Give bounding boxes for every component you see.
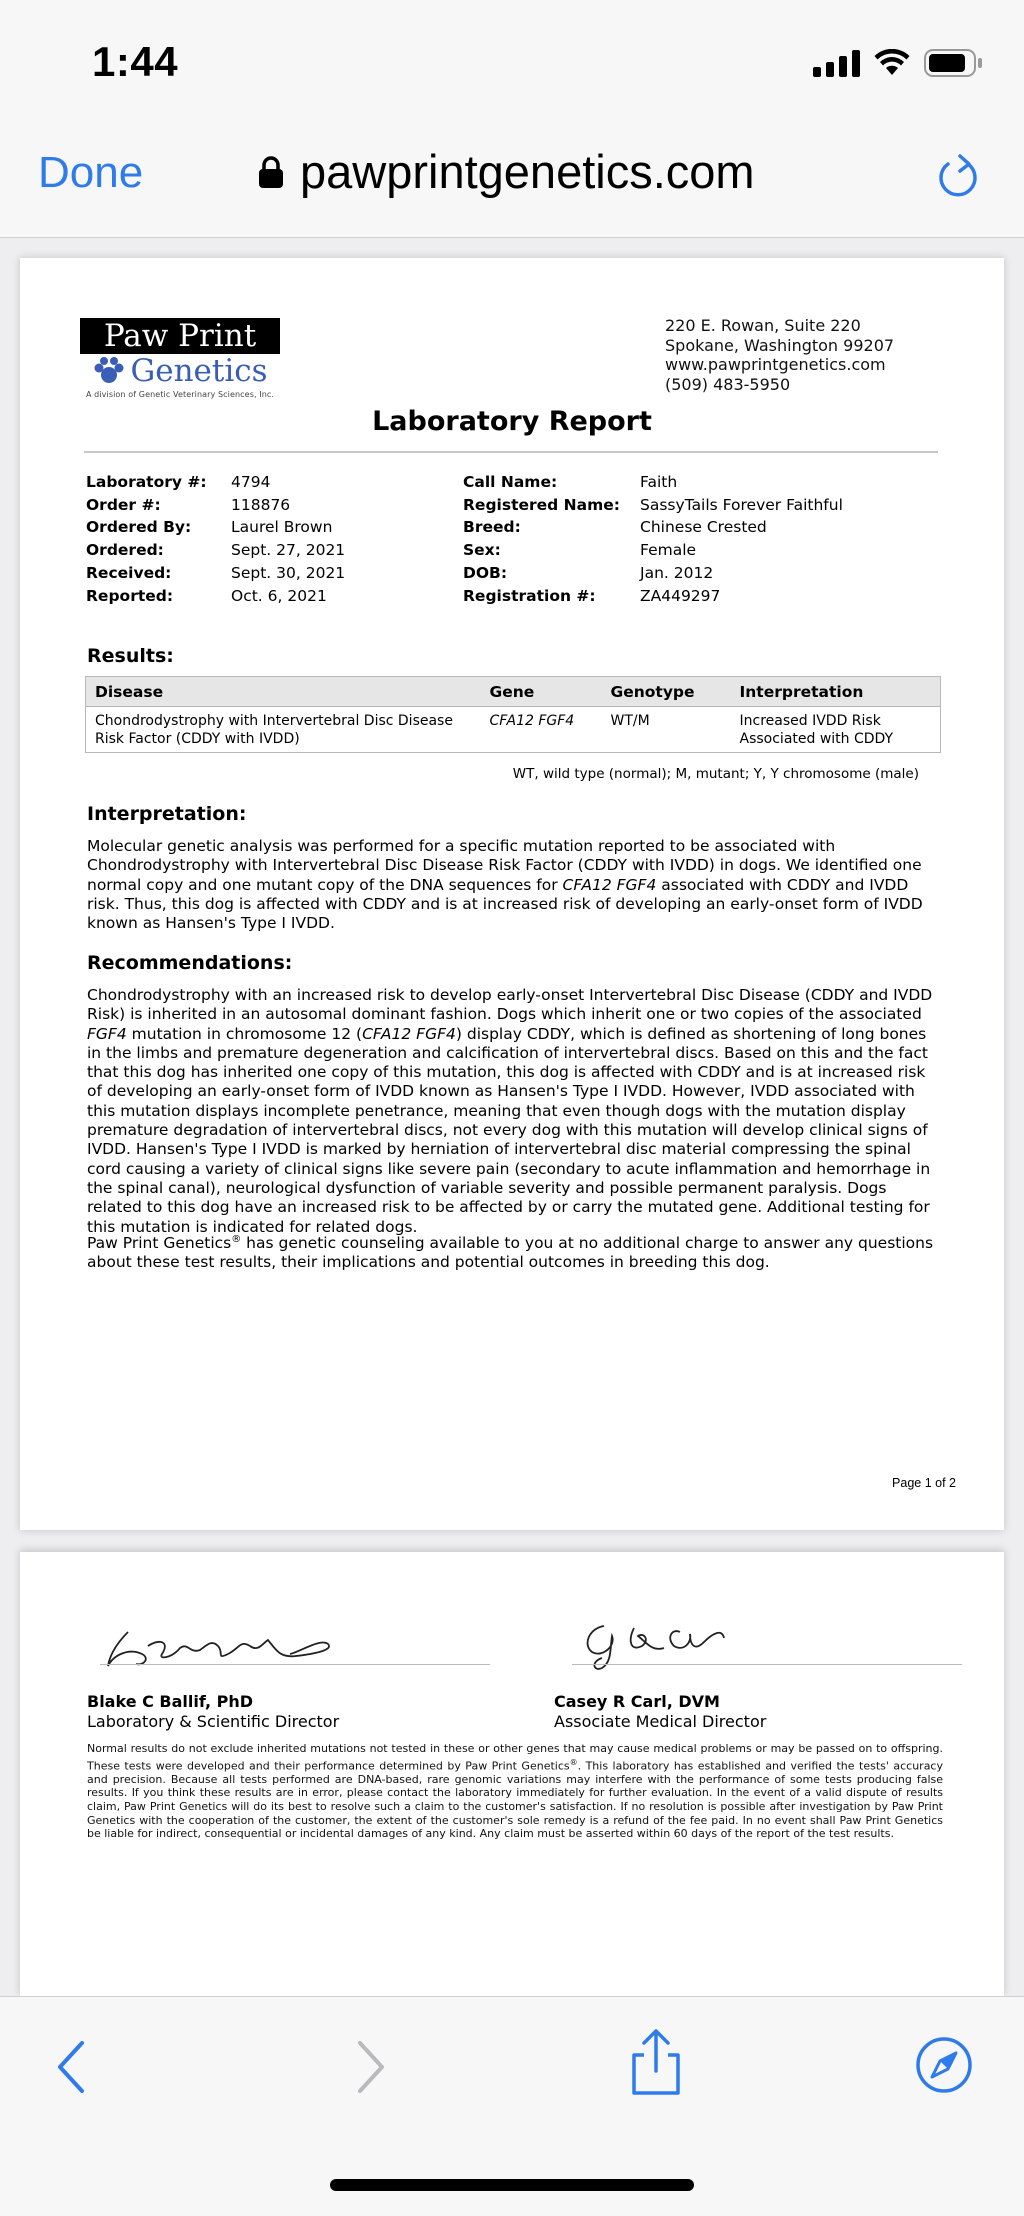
info-row: Call Name: Faith: [463, 473, 678, 491]
cellular-signal-icon: [813, 49, 860, 77]
recommendations-heading: Recommendations:: [87, 952, 293, 974]
status-bar: [0, 0, 1024, 122]
url-text: pawprintgenetics.com: [300, 145, 755, 198]
info-row: Ordered: Sept. 27, 2021: [86, 541, 346, 560]
cell-gene: CFA12 FGF4: [489, 713, 575, 729]
col-gene: Gene: [481, 677, 602, 707]
interpretation-text: Molecular genetic analysis was performed for a specific mutation reported to be associated with Chondrodystrophy with Intervertebral Disc Disease Risk Factor (CDDY with IVDD) in dogs. We identified one normal copy and one mutant copy of the DNA sequences for CFA12 FGF4 associated with CDDY and IVDD risk. Thus, this dog is affected with CDDY and is at increased risk of developing an early-onset form of IVDD known as Hansen's Type I IVDD.: [87, 837, 923, 933]
results-table: [85, 676, 941, 753]
info-row: Reported: Oct. 6, 2021: [86, 586, 327, 605]
order-info: [86, 471, 345, 607]
col-genotype: Genotype: [602, 677, 731, 707]
browser-nav-bar: [0, 122, 1024, 238]
paw-print-genetics-logo: [80, 318, 280, 399]
done-button[interactable]: Done: [38, 148, 144, 197]
report-page-1: [20, 258, 1004, 1530]
home-indicator[interactable]: [330, 2179, 694, 2191]
signature-line: [572, 1664, 962, 1665]
report-page-2: [20, 1552, 1004, 1996]
logo-line2: Genetics: [130, 353, 268, 389]
counseling-text: Paw Print Genetics® has genetic counseling available to you at no additional charge to answer any questions about these test results, their implications and potential outcomes in breeding this dog.: [87, 1234, 934, 1272]
share-button[interactable]: [626, 2027, 686, 2100]
info-row: Breed: Chinese Crested: [463, 518, 767, 537]
chevron-left-icon: [52, 2037, 92, 2097]
lab-address: 220 E. Rowan, Suite 220 Spokane, Washington 99207 www.pawprintgenetics.com (509) 483-5950: [665, 316, 895, 394]
dog-info: [463, 471, 843, 607]
signer-1: Blake C Ballif, PhD Laboratory & Scientific Director: [87, 1692, 340, 1731]
chevron-right-icon: [350, 2037, 390, 2097]
status-icons: [813, 48, 984, 78]
lock-icon: [258, 155, 284, 189]
back-button[interactable]: [52, 2037, 92, 2100]
browser-toolbar: [0, 1996, 1024, 2216]
genotype-legend: WT, wild type (normal); M, mutant; Y, Y chromosome (male): [512, 766, 919, 782]
info-row: Registered Name: SassyTails Forever Faithful: [463, 495, 843, 514]
info-row: Received: Sept. 30, 2021: [86, 563, 346, 582]
legal-disclaimer: Normal results do not exclude inherited mutations not tested in these or other genes that may cause medical problems or may be passed on to offspring. These tests were developed and their performance determined by Paw Print Genetics®. This laboratory has established and verified the tests' accuracy and precision. Because all tests performed are DNA-based, rare genomic variations may interfere with the performance of some tests producing false results. If you think these results are in error, please contact the laboratory immediately for further evaluation. In the event of a valid dispute of results claim, Paw Print Genetics will do its best to resolve such a claim to the customer's satisfaction. If no resolution is possible after investigation by Paw Print Genetics with the cooperation of the customer, the extent of the customer's sole remedy is a refund of the fee paid. In no event shall Paw Print Genetics be liable for indirect, consequential or incidental damages of any kind. Any claim must be asserted within 60 days of the report of the test results.: [87, 1742, 943, 1841]
table-row: [86, 707, 941, 753]
info-row: Registration #: ZA449297: [463, 586, 721, 605]
results-heading: Results:: [87, 645, 174, 667]
info-row: Laboratory #: 4794: [86, 473, 271, 491]
info-row: Ordered By: Laurel Brown: [86, 518, 333, 537]
report-title: Laboratory Report: [372, 406, 652, 437]
compass-icon: [914, 2035, 974, 2095]
battery-icon: [924, 48, 984, 78]
table-header-row: [86, 677, 941, 707]
signer-2: Casey R Carl, DVM Associate Medical Director: [554, 1692, 767, 1731]
page-number: Page 1 of 2: [892, 1476, 956, 1490]
status-time: 1:44: [92, 38, 179, 85]
cell-genotype: WT/M: [610, 713, 650, 729]
recommendations-text: Chondrodystrophy with an increased risk to develop early-onset Intervertebral Disc Disease (CDDY and IVDD Risk) is inherited in an autosomal dominant fashion. Dogs which inherit one or two copies of the associated FGF4 mutation in chromosome 12 (CFA12 FGF4) display CDDY, which is defined as shortening of long bones in the limbs and premature degeneration and calcification of intervertebral discs. Based on this and the fact that this dog has inherited one copy of this mutation, this dog is affected with CDDY and is at increased risk of developing an early-onset form of IVDD known as Hansen's Type I IVDD. However, IVDD associated with this mutation displays incomplete penetrance, meaning that even though dogs with the mutation display premature degradation of intervertebral discs, not every dog with this mutation will develop clinical signs of IVDD. Hansen's Type I IVDD is marked by herniation of intervertebral disc material compressing the spinal cord causing a variety of clinical signs like severe pain (secondary to acute inflammation and hemorrhage in the spinal canal), neurological dysfunction of variable severity and possible permanent paralysis. Dogs related to this dog have an increased risk to be affected by or carry the mutated gene. Additional testing for this mutation is indicated for related dogs.: [87, 986, 933, 1236]
signature-line: [100, 1664, 490, 1665]
signature-carl: [572, 1618, 782, 1674]
signature-ballif: [100, 1624, 350, 1674]
url-display[interactable]: [258, 144, 755, 199]
info-row: Sex: Female: [463, 541, 697, 560]
info-row: DOB: Jan. 2012: [463, 563, 714, 582]
title-divider: [84, 451, 938, 453]
col-interpretation: Interpretation: [731, 677, 941, 707]
share-icon: [626, 2027, 686, 2097]
col-disease: Disease: [86, 677, 481, 707]
cell-disease: Chondrodystrophy with Intervertebral Disc Disease Risk Factor (CDDY with IVDD): [95, 713, 453, 747]
open-in-safari-button[interactable]: [914, 2035, 974, 2098]
reload-icon[interactable]: [936, 152, 980, 200]
paw-icon: [92, 356, 126, 386]
logo-line1: Paw Print: [80, 318, 280, 354]
cell-interpretation: Increased IVDD Risk Associated with CDDY: [739, 713, 894, 747]
info-row: Order #: 118876: [86, 495, 291, 514]
logo-subtitle: A division of Genetic Veterinary Sciences, Inc.: [85, 390, 275, 399]
interpretation-heading: Interpretation:: [87, 803, 247, 825]
forward-button[interactable]: [350, 2037, 390, 2100]
wifi-icon: [874, 49, 910, 77]
